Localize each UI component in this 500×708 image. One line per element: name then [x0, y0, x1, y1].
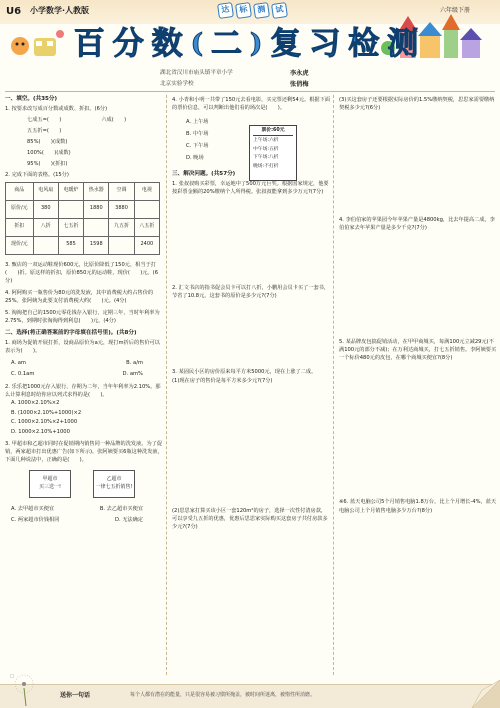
question-text: 4. 阿阿购买一瓶售价为80元的洗发液，其中消费税大约占售价的25%。张阿姨为此要支付消费税大约( )元。(4分): [5, 289, 154, 305]
table-cell: [58, 200, 83, 218]
author-school: 北京实验学校: [160, 81, 194, 87]
price-box-title: 票价:60元: [253, 127, 293, 136]
table-cell: 七五折: [58, 218, 83, 236]
grade-label: 六年级下册: [440, 7, 471, 14]
fill-item: 100%( )(成数): [27, 149, 71, 156]
question-text: (3)买这套房子还要根据实际房价的1.5%缴纳契税，思思家需要缴纳契税多少元?(6分): [339, 97, 495, 112]
table-cell: [134, 200, 159, 218]
table-cell: 空调: [109, 182, 134, 200]
s1-options: [5, 358, 163, 380]
price-row: 下午场:八折: [253, 155, 279, 161]
fill-item: 五五折=( ): [27, 127, 62, 134]
section-heading: 二、选择(将正确答案前的字母填在括号里)。(共8分): [5, 330, 137, 337]
author-school: 湖北省汉川市庙头镇平章小学: [160, 70, 233, 76]
option: D. am%: [122, 371, 143, 377]
fill-item: 七成五=( ): [27, 116, 62, 123]
s3-options: [5, 504, 163, 525]
column-1: [5, 95, 163, 525]
author-name: 李永虎: [290, 70, 309, 77]
page-title: [60, 25, 440, 63]
table-cell: 电暖炉: [58, 182, 83, 200]
table-row: [6, 182, 160, 200]
poster-text: 买三送一!: [38, 484, 61, 491]
question-text: ※6. 蓝天电脑公司5个月销售电脑1.8万台，比上个月增长-4%，蓝天电脑公司上个月销售电脑多少万台?(8分): [339, 499, 497, 514]
price-table: [5, 182, 160, 255]
column-divider: [333, 95, 334, 675]
table-cell: 热水器: [84, 182, 109, 200]
table-row: [6, 200, 160, 218]
question-text: 5. 淘淘把自己的1500元零花钱存入银行，定期三年，当时年利率为2.75%，到期时张淘淘得到利息( )元。(4分): [5, 310, 160, 325]
option: A. 上午场: [186, 119, 209, 126]
badge-char: 达: [217, 2, 234, 19]
table-cell: 折扣: [6, 218, 34, 236]
table-cell: 原价/元: [6, 200, 34, 218]
ticket-price-box: [249, 125, 297, 181]
author-names: [290, 68, 309, 90]
page-curl-icon: [468, 680, 500, 708]
poster-text: 一律七五折销售!: [95, 484, 133, 491]
question-text: 3. 某固民小区的房价原来每平方米5000元，现在上涨了二成。: [172, 369, 317, 376]
table-row: [6, 236, 160, 254]
option: D. 1000×2.10%+1000: [11, 428, 70, 435]
s2-options: [5, 399, 163, 437]
column-3: [339, 95, 497, 515]
poster-supermarket-a: [29, 470, 71, 498]
table-cell: 电视: [134, 182, 159, 200]
price-row: 晚场:不打折: [253, 163, 279, 169]
section-heading: 三、解决问题。(共57分): [172, 171, 236, 178]
table-cell: 2400: [134, 236, 159, 254]
question-text: 2. 完成下面的表格。(15分): [5, 171, 69, 178]
title-paren: (: [190, 28, 211, 59]
option: A. am: [11, 360, 26, 366]
table-cell: 585: [58, 236, 83, 254]
option: D. 晚场: [186, 155, 204, 162]
table-cell: 八折: [33, 218, 58, 236]
footer-title: 送你一句话: [60, 692, 91, 699]
table-cell: 现价/元: [6, 236, 34, 254]
price-row: 中午场:五折: [253, 146, 279, 152]
title-paren: ): [250, 28, 271, 59]
question-text: 1. 商场为促销开展打折，设商品原价为a元，现打m折后的售价可以表示为( )。: [5, 339, 160, 354]
price-row: 上午场:六折: [253, 138, 279, 144]
question-text: 2. 乐乐把1000元存入银行，存期为二年，当年年利率为2.10%。那么计算利息时给你应以列式求得的是( )。: [5, 384, 161, 399]
badge-dabiao-ceshi: [218, 3, 287, 20]
question-text: 5. 某品牌皮包搞促销活动，在甲甲商城买，每满100元立减29元(不满100元的部分不减)；在万利达商城买，打七五折销售。李阿姨要买一个标价480元的皮包，在哪个商城买便宜?(8分): [339, 339, 497, 362]
question-text: 4. 李伯伯家的苹果园今年苹果产量是4800kg，比去年提高二成，李伯伯家去年苹果产量是多少千克?(7分): [339, 217, 495, 232]
table-row: [6, 218, 160, 236]
author-schools: [160, 68, 233, 90]
table-cell: [109, 236, 134, 254]
option: C. 两家超市价钱相同: [11, 516, 60, 523]
option: D. 无法确定: [114, 516, 143, 523]
question-text: 1. 张叔叔购买彩票，幸运地中了500万元巨奖。根据国家规定，他要按彩票金额的20%缴纳个人所得税。张叔叔能拿到多少万元?(7分): [172, 180, 329, 195]
q1-rows: [5, 115, 163, 170]
dandelion-decoration-icon: [4, 668, 44, 706]
table-cell: 九五折: [109, 218, 134, 236]
promo-posters: [29, 470, 163, 498]
cartoon-decoration-icon: [6, 28, 66, 60]
table-cell: 八五折: [134, 218, 159, 236]
poster-supermarket-b: [93, 470, 135, 498]
question-text: 3. 甄店的一双运动鞋现价600元，比原价降低了150元，相当于打( )折。原这样的折扣，原价850元的运动鞋，现价( )元。(6分): [5, 261, 159, 284]
title-part: 复习检测: [270, 25, 427, 62]
question-text: 1. 按要求改写成百分数或成数、折扣。(6分): [5, 105, 108, 112]
fill-item: 95%( )(折扣): [27, 160, 68, 167]
question-text: 2. 汇文书店的指书促会员卡可以打八折，小鹏用会员卡买了一套书，节省了10.8元，这套书的原价是多少元?(7分): [172, 284, 330, 299]
question-text: (2)思思家打算买该小区一套120m²的房子，选择一次性付清房款，可以享受九五折的优惠，优惠后思思家实际购买这套房子共付房款多少元?(7分): [172, 508, 328, 531]
option: C. 下午场: [186, 143, 209, 150]
table-cell: 1598: [84, 236, 109, 254]
option: B. (1000×2.10%+1000)×2: [11, 409, 82, 416]
subject-label: 小学数学·人教版: [30, 6, 90, 15]
title-part: 二: [211, 25, 250, 62]
question-text: 3. 甲超市和乙超市同时在促销期内销售同一种品牌的洗发液。为了促销，两家超市打出优惠广告(如下所示)。张阿姨要买6瓶这种洗发液，下面几种说法中，正确的是( )。: [5, 441, 163, 464]
table-cell: 商品: [6, 182, 34, 200]
question-text: (1)现在房子的售价是每平方米多少元?(7分): [172, 378, 273, 385]
badge-char: 试: [271, 2, 288, 19]
poster-title: 甲超市: [42, 476, 58, 483]
fill-item: 六成( ): [101, 116, 127, 123]
option: B. 中午场: [186, 131, 209, 138]
unit-label: U6: [6, 6, 22, 17]
section-heading: 一、填空。(共35分): [5, 96, 58, 102]
footer-quote: 每个人都有潜在的能量，只是很容易被习惯所掩盖，被时间所迷离，被惰性所消磨。: [130, 692, 316, 698]
question-text: 4. 小青和小明一共带了150元去看电影，买完票还剩54元。根据下面的票价信息，可以判断出他们看的场次是( )。: [172, 97, 330, 112]
table-cell: 电风扇: [33, 182, 58, 200]
option: C. 1000×2.10%×2+1000: [11, 419, 78, 426]
table-cell: 1880: [84, 200, 109, 218]
poster-title: 乙超市: [106, 476, 122, 483]
header-divider: [5, 91, 495, 92]
badge-char: 标: [235, 2, 252, 19]
option: A. 去甲超市买便宜: [11, 506, 55, 513]
table-cell: [33, 236, 58, 254]
column-divider: [166, 95, 167, 675]
badge-char: 测: [253, 2, 270, 19]
option: A. 1000×2.10%×2: [11, 400, 60, 407]
table-cell: [84, 218, 109, 236]
fill-item: 85%( )(成数): [27, 138, 68, 145]
table-cell: 3880: [109, 200, 134, 218]
title-part: 百分数: [73, 25, 191, 62]
option: C. 0.1am: [11, 371, 35, 377]
option: B. 去乙超市买便宜: [99, 506, 143, 513]
option: B. a/m: [126, 360, 143, 366]
table-cell: 380: [33, 200, 58, 218]
author-name: 张俏梅: [290, 81, 309, 88]
